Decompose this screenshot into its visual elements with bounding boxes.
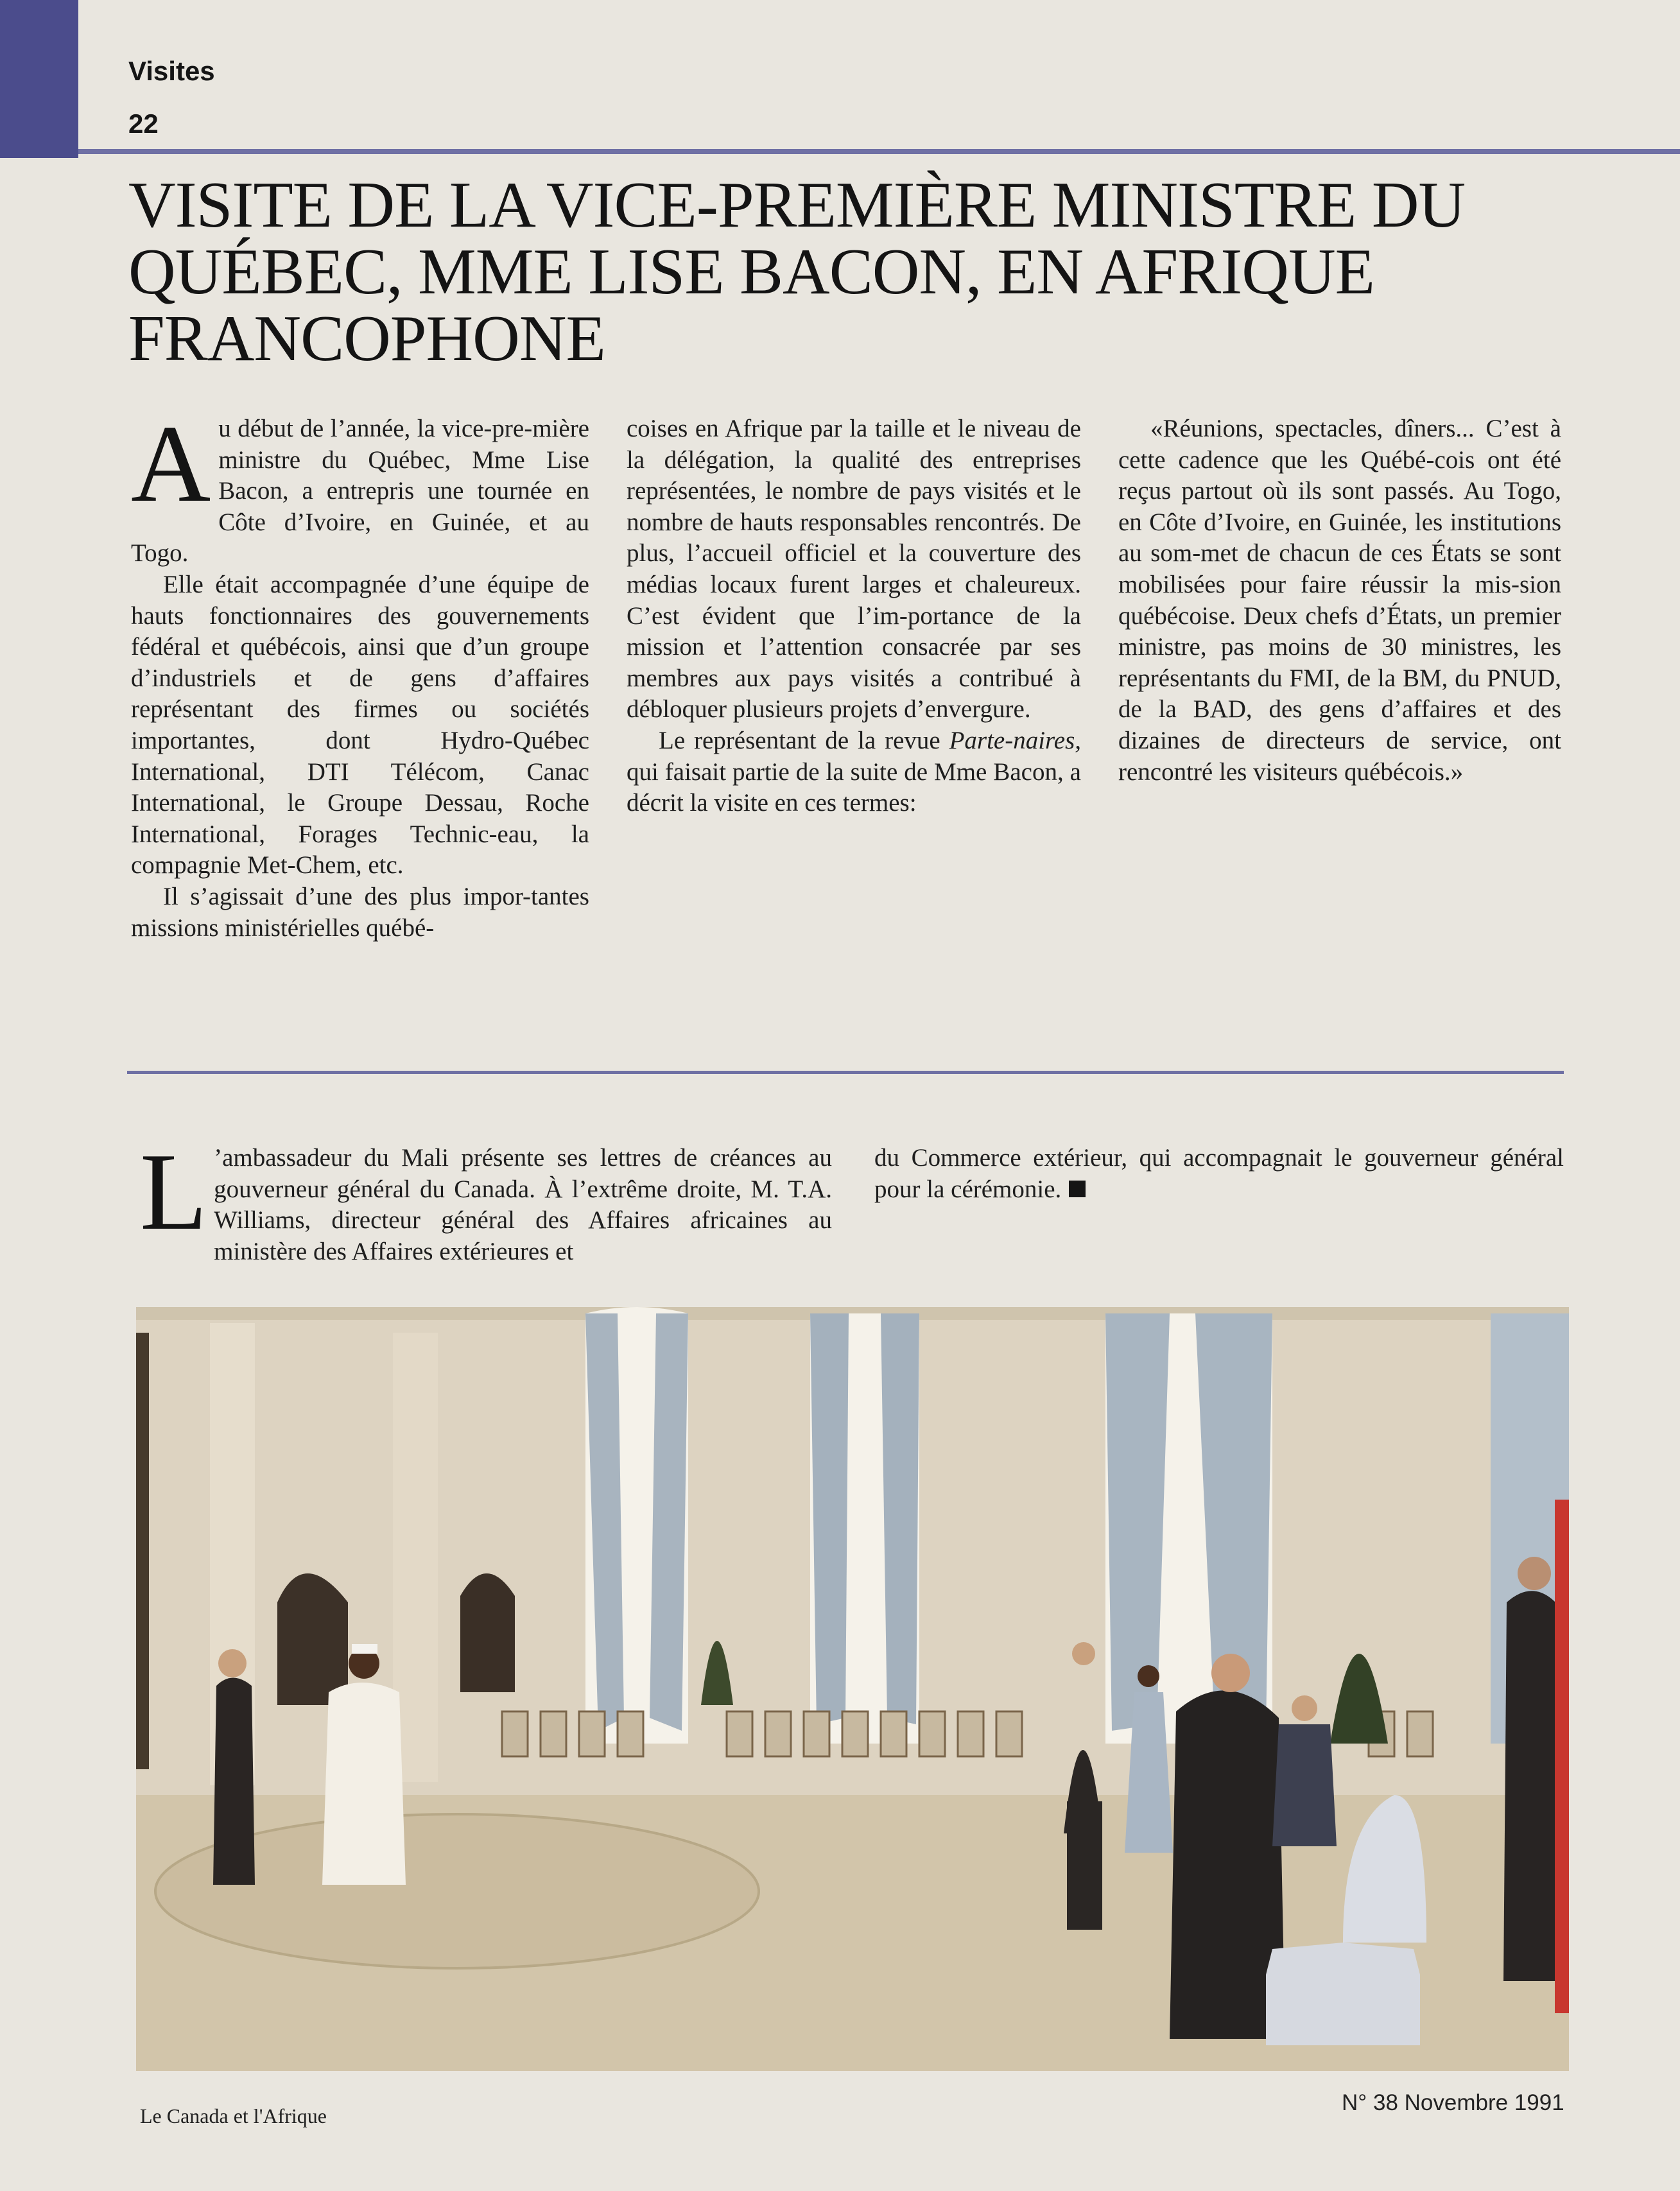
article-paragraph: Elle était accompagnée d’une équipe de hauts fonctionnaires des gouvernements fédéral et québécois, ainsi que d’un groupe d’industriels et de gens d’affaires représentant des firmes ou sociétés importantes, dont Hydro-Québec International, DTI Télécom, Canac International, le Groupe Dessau, Roche International, Forages Technic-eau, la compagnie Met-Chem, etc. [131, 570, 589, 879]
section-divider [127, 1071, 1564, 1074]
issue-date: N° 38 Novembre 1991 [1342, 2090, 1564, 2115]
caption-paragraph [874, 1143, 1564, 1205]
end-of-article-mark [1069, 1181, 1086, 1197]
section-label: Visites [128, 56, 215, 86]
paragraph-text: qui faisait partie de la suite de Mme Bacon, a décrit la visite en ces termes: [627, 758, 1081, 817]
publication-name: Le Canada et l'Afrique [140, 2104, 327, 2127]
article-paragraph [627, 725, 1081, 819]
article-column-2 [627, 413, 1081, 819]
paragraph-text: Le représentant de la revue [659, 726, 949, 754]
article-quote: «Réunions, spectacles, dîners... C’est à cette cadence que les Québé-cois ont été reçus partout où ils sont passés. Au Togo, en Côte d’Ivoire, en Guinée, les institutions au som-met de chacun de ces États se sont mobilisées pour faire réussir la mis-sion québécoise. Deux chefs d’États, un premier ministre, pas moins de 30 ministres, les représentants du FMI, de la BM, du PNUD, de la BAD, des gens d’affaires et des dizaines de directeurs de service, ont rencontré les visiteurs québécois.» [1118, 415, 1561, 786]
caption-left [140, 1131, 832, 1267]
magazine-name: Parte-naires, [949, 726, 1081, 754]
article-paragraph [131, 403, 589, 569]
caption-paragraph [140, 1131, 832, 1267]
caption-text: du Commerce extérieur, qui accompagnait le gouverneur général pour la cérémonie. [874, 1144, 1564, 1203]
article-column-1 [131, 403, 589, 944]
drop-cap: L [140, 1131, 208, 1253]
caption-right [874, 1143, 1564, 1205]
article-column-3 [1118, 413, 1561, 788]
paragraph-text: u début de l’année, la vice-pre-mière ministre du Québec, Mme Lise Bacon, a entrepris une tournée en Côte d’Ivoire, en Guinée, et au Togo. [131, 415, 589, 567]
drop-cap: A [131, 403, 211, 525]
caption-text: ’ambassadeur du Mali présente ses lettres de créances au gouverneur général du Canada. À l’extrême droite, M. T.A. Williams, directeur général des Affaires africaines au ministère des Affaires extérieures et [214, 1144, 832, 1265]
ceremony-photo [136, 1307, 1569, 2071]
article-paragraph: coises en Afrique par la taille et le niveau de la délégation, la qualité des entreprises représentées, le nombre de pays visités et le nombre de hauts responsables rencontrés. De plus, l’accueil officiel et la couverture des médias locaux furent larges et chaleureux. C’est évident que l’im-portance de la mission et l’attention consacrée par ses membres aux pays visités a contribué à débloquer plusieurs projets d’envergure. [627, 415, 1081, 723]
article-paragraph: Il s’agissait d’une des plus impor-tantes missions ministérielles québé- [131, 882, 589, 942]
section-color-bar [0, 0, 78, 158]
article-title: VISITE DE LA VICE-PREMIÈRE MINISTRE DU QUÉBEC, MME LISE BACON, EN AFRIQUE FRANCOPHONE [128, 169, 1466, 376]
header-rule [78, 149, 1680, 154]
page-number: 22 [128, 108, 159, 139]
